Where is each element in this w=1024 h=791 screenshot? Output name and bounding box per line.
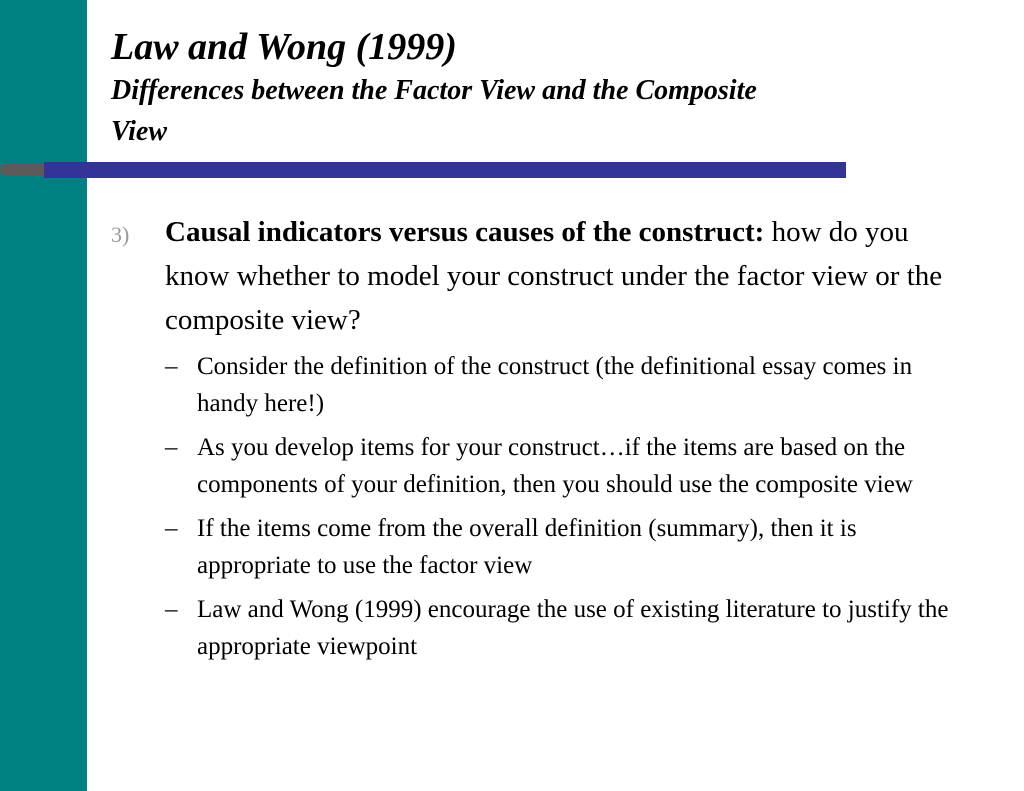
main-bullet [111, 210, 971, 342]
sub-bullet-item [111, 429, 971, 503]
main-bullet-text: how do you know whether to model your construct under the factor view or the composite view? [165, 216, 943, 336]
sub-bullet-text: If the items come from the overall definition (summary), then it is appropriate to use the factor view [197, 515, 857, 579]
divider-line [44, 162, 846, 178]
sub-bullet-text: Consider the definition of the construct (the definitional essay comes in handy here!) [197, 353, 913, 417]
dash-marker: – [165, 353, 178, 380]
sub-bullet-text: As you develop items for your construct…if the items are based on the components of your definition, then you should use the composite view [197, 434, 913, 498]
title-divider [0, 162, 846, 178]
sub-bullet-list [111, 348, 971, 665]
bullet-number: 3) [111, 222, 130, 247]
dash-marker: – [165, 434, 178, 461]
sub-bullet-item [111, 348, 971, 422]
sub-bullet-item [111, 591, 971, 665]
slide-body [111, 210, 971, 672]
main-bullet-heading: Causal indicators versus causes of the construct: [165, 216, 765, 248]
left-accent-bar [0, 0, 87, 791]
slide-title-block [111, 24, 891, 152]
slide-title: Law and Wong (1999) [111, 26, 457, 68]
slide-subtitle: Differences between the Factor View and the Composite View [111, 75, 757, 147]
sub-bullet-text: Law and Wong (1999) encourage the use of existing literature to justify the appropriate viewpoint [197, 596, 949, 660]
sub-bullet-item [111, 510, 971, 584]
dash-marker: – [165, 515, 178, 542]
divider-cap [0, 164, 48, 176]
dash-marker: – [165, 596, 178, 623]
